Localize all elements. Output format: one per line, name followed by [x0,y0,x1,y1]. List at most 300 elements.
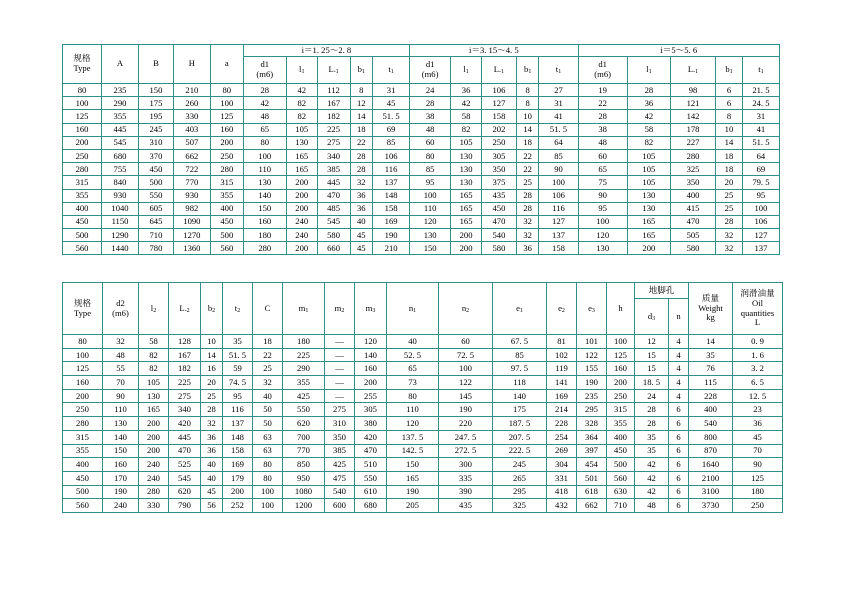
table-cell: 106 [481,84,516,97]
table-cell: 420 [355,430,387,444]
t2-header-col-5-text: b [207,302,213,313]
table-cell: 680 [355,499,387,513]
table-cell: 119 [547,362,577,376]
table-cell: 48 [578,136,627,149]
table-cell: 580 [670,242,715,255]
table-cell: 48 [103,348,139,362]
table-cell: 340 [317,149,350,162]
table-cell: 6 [669,485,689,499]
table-cell: 18 [716,163,743,176]
t2-header-col-8-subscript: 1 [305,307,309,314]
t2-header-col-16-text: h [618,302,623,313]
table-cell: 32 [516,229,539,242]
table-cell: 22 [578,97,627,110]
table-row [63,110,780,123]
table-cell: 200 [63,136,102,149]
table-cell: 130 [627,189,670,202]
table-cell: 25 [253,362,283,376]
table-cell: 137 [223,417,253,431]
table-cell: 500 [210,229,243,242]
table-cell: 22 [350,136,373,149]
table-cell: 85 [410,163,451,176]
table-cell: 450 [63,215,102,228]
table-cell: 20 [201,376,223,390]
table-cell: 35 [635,444,669,458]
table-row [63,471,783,485]
table-cell: 160 [103,458,139,472]
table-cell: 450 [607,444,635,458]
header-g3-col-3-text: L [687,64,694,75]
table-cell: 42 [627,110,670,123]
table-cell: 50 [253,417,283,431]
table-cell: 325 [493,499,547,513]
table-cell: 540 [481,229,516,242]
table-cell: 63 [253,430,283,444]
table-cell: 545 [102,136,139,149]
table-cell: 445 [102,123,139,136]
t2-header-col-8-text: m [298,302,306,313]
t2-header-col-13 [493,283,547,335]
header-g2-col-3 [481,57,516,84]
table-cell: 128 [169,335,201,349]
table-cell: 45 [733,430,783,444]
table-cell: 450 [481,202,516,215]
table-cell: 155 [577,362,607,376]
table-cell: 620 [169,485,201,499]
table-cell: 42 [635,471,669,485]
table-cell: 42 [286,84,317,97]
table-cell: — [325,335,355,349]
table-cell: 150 [410,242,451,255]
table-cell: 662 [173,149,210,162]
table-cell: 169 [373,215,410,228]
table-cell: 390 [439,485,493,499]
table-cell: 40 [350,215,373,228]
table-cell: 40 [253,389,283,403]
table-cell: 160 [210,123,243,136]
table-cell: 269 [547,444,577,458]
header-g2-col-4-text: b [524,64,529,75]
table-cell: 403 [173,123,210,136]
table-cell: 51. 5 [223,348,253,362]
table-cell: 250 [607,389,635,403]
table-cell: 85 [493,348,547,362]
table-cell: 56 [201,499,223,513]
table-cell: 1090 [173,215,210,228]
table-cell: 80 [410,149,451,162]
table-cell: 165 [286,149,317,162]
table-cell: 95 [410,176,451,189]
header-H: H [173,45,210,84]
t2-header-col-5-subscript: 2 [212,307,216,314]
table-cell: 100 [210,97,243,110]
table-cell: 280 [670,149,715,162]
table-cell: 4 [669,335,689,349]
table-cell: 560 [63,499,103,513]
table-cell: 470 [317,189,350,202]
table-cell: 330 [139,499,169,513]
table-cell: 80 [243,136,286,149]
t2-header-col-9-subscript: 2 [341,307,345,314]
table-cell: 165 [451,202,482,215]
table-cell: 59 [223,362,253,376]
table-cell: 31 [742,110,779,123]
t2-header-col-5 [201,283,223,335]
table-cell: 770 [283,444,325,458]
table-cell: 680 [102,149,139,162]
oil-header [733,283,783,335]
table-cell: 400 [63,202,102,215]
table-cell: 220 [439,417,493,431]
header-g2-col-2 [451,57,482,84]
table-cell: — [325,376,355,390]
table-cell: 272. 5 [439,444,493,458]
table-cell: 120 [578,229,627,242]
table-cell: 195 [138,110,173,123]
table-cell: 79. 5 [742,176,779,189]
dimension-table-2 [62,282,783,513]
table-cell: 200 [627,242,670,255]
table-cell: 507 [173,136,210,149]
table-cell: 48 [635,499,669,513]
table-cell: 90 [733,458,783,472]
table-cell: 31 [373,84,410,97]
table-cell: 187. 5 [493,417,547,431]
table-cell: 31 [539,97,578,110]
table-row [63,242,780,255]
table-cell: 141 [547,376,577,390]
table-cell: 82 [627,136,670,149]
table-cell: 560 [63,242,102,255]
table-cell: 80 [253,458,283,472]
header-g3-col-2-subscript: 1 [648,69,652,76]
header-g3-col-1-text: d1 [598,59,607,70]
t2-header-col-3-text: l [150,302,154,313]
t2-header-col-11-subscript: 1 [413,307,417,314]
table-cell: 790 [169,499,201,513]
table-cell: 8 [350,84,373,97]
header-type: 规格 Type [63,45,102,84]
table-cell: 158 [223,444,253,458]
table-cell: 10 [201,335,223,349]
table-cell: 397 [577,444,607,458]
table-cell: 3100 [689,485,733,499]
table-cell: 28 [516,202,539,215]
table-row [63,149,780,162]
table-cell: 130 [578,242,627,255]
table-cell: 130 [103,417,139,431]
table-cell: 228 [547,417,577,431]
t2-header-col-7 [253,283,283,335]
table-cell: 10 [516,110,539,123]
table-cell: 305 [481,149,516,162]
foot-hole-header: 地脚孔 [635,283,689,299]
table-cell: 540 [689,417,733,431]
table-cell: 630 [607,485,635,499]
table-cell: 840 [102,176,139,189]
table-cell: — [325,348,355,362]
table-cell: 485 [317,202,350,215]
table-cell: 28 [578,110,627,123]
table-cell: 510 [355,458,387,472]
table-row [63,362,783,376]
table-cell: 225 [169,376,201,390]
table-cell: 97. 5 [493,362,547,376]
table-cell: 100 [439,362,493,376]
table-cell: 722 [173,163,210,176]
table-cell: 605 [138,202,173,215]
table-cell: 254 [547,430,577,444]
table-cell: 930 [102,189,139,202]
table-cell: 214 [547,403,577,417]
table-cell: 450 [210,215,243,228]
table-cell: 125 [210,110,243,123]
table-cell: 160 [63,123,102,136]
table-cell: 10 [716,123,743,136]
header-g1-col-3-subscript: -1 [333,69,339,76]
t2-header-col-15 [577,283,607,335]
table-cell: 200 [63,389,103,403]
table-cell: 160 [243,215,286,228]
table-cell: 1270 [173,229,210,242]
table-cell: 148 [223,430,253,444]
table-cell: 130 [410,229,451,242]
table-row [63,389,783,403]
table-cell: 350 [670,176,715,189]
table-cell: 32 [716,242,743,255]
header-g2-col-2-text: l [463,64,466,75]
table-cell: 75 [578,176,627,189]
header-g1-col-5 [373,57,410,84]
table-cell: 55 [103,362,139,376]
table-cell: 70 [733,444,783,458]
table-cell: 500 [63,485,103,499]
table-cell: 470 [481,215,516,228]
table-cell: 100 [63,97,102,110]
table-cell: 82 [139,348,169,362]
table-cell: 500 [138,176,173,189]
table-cell: 200 [451,229,482,242]
table-cell: 435 [481,189,516,202]
table-cell: 335 [439,471,493,485]
table-cell: 110 [410,202,451,215]
table-cell: 28 [516,189,539,202]
table-cell: 100 [63,348,103,362]
table-cell: 400 [689,403,733,417]
table-cell: 22 [516,149,539,162]
table-cell: 12 [635,335,669,349]
t2-header-col-14-text: e [558,302,562,313]
table-cell: 4 [669,376,689,390]
table-cell: 105 [286,123,317,136]
table-cell: 355 [607,417,635,431]
table-cell: 200 [286,202,317,215]
table-cell: 165 [451,189,482,202]
header-g1-col-3 [317,57,350,84]
table-cell: 1080 [283,485,325,499]
table-cell: 122 [577,348,607,362]
table-cell: 170 [103,471,139,485]
t2-header-col-3-subscript: 2 [153,307,157,314]
header-g3-col-3 [670,57,715,84]
weight-header-en: Weight [698,302,723,313]
table-row [63,417,783,431]
table-cell: 850 [283,458,325,472]
table-cell: 331 [547,471,577,485]
table-cell: 82 [286,110,317,123]
header-g2-col-5 [539,57,578,84]
table-cell: 130 [243,176,286,189]
t2-header-col-4-text: L [179,302,185,313]
table-cell: 500 [607,458,635,472]
table-row [63,485,783,499]
t2-header-col-4-subscript: -2 [184,307,190,314]
table-cell: 385 [325,444,355,458]
table-cell: 610 [355,485,387,499]
table-cell: 127 [742,229,779,242]
header-g2-col-4 [516,57,539,84]
t2-header-col-11-text: n [408,302,414,313]
table-cell: 120 [355,335,387,349]
header-g2-col-1-sub: (m6) [421,69,439,79]
table-cell: 930 [173,189,210,202]
table-cell: 130 [451,176,482,189]
table-cell: 28 [635,417,669,431]
table-cell: 45 [201,485,223,499]
table-cell: 130 [286,136,317,149]
table-cell: 235 [102,84,139,97]
table-cell: 328 [577,417,607,431]
table-cell: 600 [325,499,355,513]
table-cell: 560 [607,471,635,485]
table-cell: 95 [223,389,253,403]
table-cell: 500 [63,229,102,242]
foot-hole-col-1-subscript: 3 [652,315,656,322]
table-cell: 19 [578,84,627,97]
table-cell: 310 [325,417,355,431]
table-cell: 432 [547,499,577,513]
table-cell: 15 [635,362,669,376]
table-cell: 295 [493,485,547,499]
table-cell: 355 [210,189,243,202]
table-cell: 182 [317,110,350,123]
table-row [63,123,780,136]
table-cell: 32 [103,335,139,349]
group-header-ratio-1: i＝1. 25～2. 8 [243,45,409,57]
table-cell: 169 [547,389,577,403]
table-cell: 76 [689,362,733,376]
header-g3-col-3-subscript: -1 [693,69,699,76]
table-cell: 275 [317,136,350,149]
table-cell: 222. 5 [493,444,547,458]
table-cell: 116 [539,202,578,215]
table-cell: 12 [350,97,373,110]
table-cell: 950 [283,471,325,485]
table-cell: 340 [169,403,201,417]
table-cell: 158 [539,242,578,255]
table-cell: 22 [253,348,283,362]
table-cell: 550 [138,189,173,202]
table-cell: 350 [481,163,516,176]
table-cell: 48 [410,123,451,136]
table-cell: 28 [716,215,743,228]
table-cell: 28 [243,84,286,97]
table-cell: 315 [63,430,103,444]
table-cell: 28 [350,163,373,176]
table-cell: 240 [286,215,317,228]
table-cell: 1290 [102,229,139,242]
table-cell: 275 [325,403,355,417]
table-cell: 710 [138,229,173,242]
table-cell: 304 [547,458,577,472]
table-cell: 81 [547,335,577,349]
table-cell: 305 [355,403,387,417]
table-cell: 160 [63,376,103,390]
table-cell: 300 [439,458,493,472]
table-cell: 2100 [689,471,733,485]
table-cell: 100 [539,176,578,189]
table-cell: 35 [689,348,733,362]
table-cell: 25 [716,189,743,202]
table-cell: 80 [63,84,102,97]
table-cell: 23 [733,403,783,417]
header-g1-col-4-subscript: 1 [361,69,365,76]
table-cell: 6 [669,499,689,513]
table-cell: 142 [670,110,715,123]
table-cell: 310 [138,136,173,149]
table-cell: 210 [173,84,210,97]
table-cell: 385 [317,163,350,176]
table-cell: 137 [539,229,578,242]
table-cell: 16 [201,362,223,376]
header-g3-col-5 [742,57,779,84]
table-cell: 100 [253,485,283,499]
table-cell: 15 [635,348,669,362]
table-cell: 180 [283,335,325,349]
table-cell: 375 [481,176,516,189]
t2-header-col-4 [169,283,201,335]
table-cell: 250 [63,403,103,417]
table-cell: 620 [283,417,325,431]
t2-header-col-6-text: t [234,302,238,313]
table-cell: 190 [387,485,439,499]
table-cell: 64 [742,149,779,162]
table-row [63,458,783,472]
table-cell: 540 [325,485,355,499]
table-cell: 370 [138,149,173,162]
table-cell: 51. 5 [539,123,578,136]
table-cell: 160 [607,362,635,376]
header-g1-col-5-text: t [388,64,391,75]
table-cell: 28 [201,403,223,417]
t2-header-col-7-text: C [264,302,271,313]
t2-header-col-10-text: m [365,302,373,313]
table-cell: 315 [607,403,635,417]
table-cell: 36 [733,417,783,431]
table-cell: 200 [451,242,482,255]
table-cell: 74. 5 [223,376,253,390]
table-cell: 116 [373,163,410,176]
table-cell: 150 [243,202,286,215]
table-cell: 580 [317,229,350,242]
table-cell: 101 [577,335,607,349]
table-cell: 130 [627,202,670,215]
table-cell: 25 [716,202,743,215]
table-row [63,176,780,189]
header-g3-col-5-text: t [758,64,761,75]
table-cell: 250 [733,499,783,513]
header-g2-col-3-text: L [493,64,500,75]
